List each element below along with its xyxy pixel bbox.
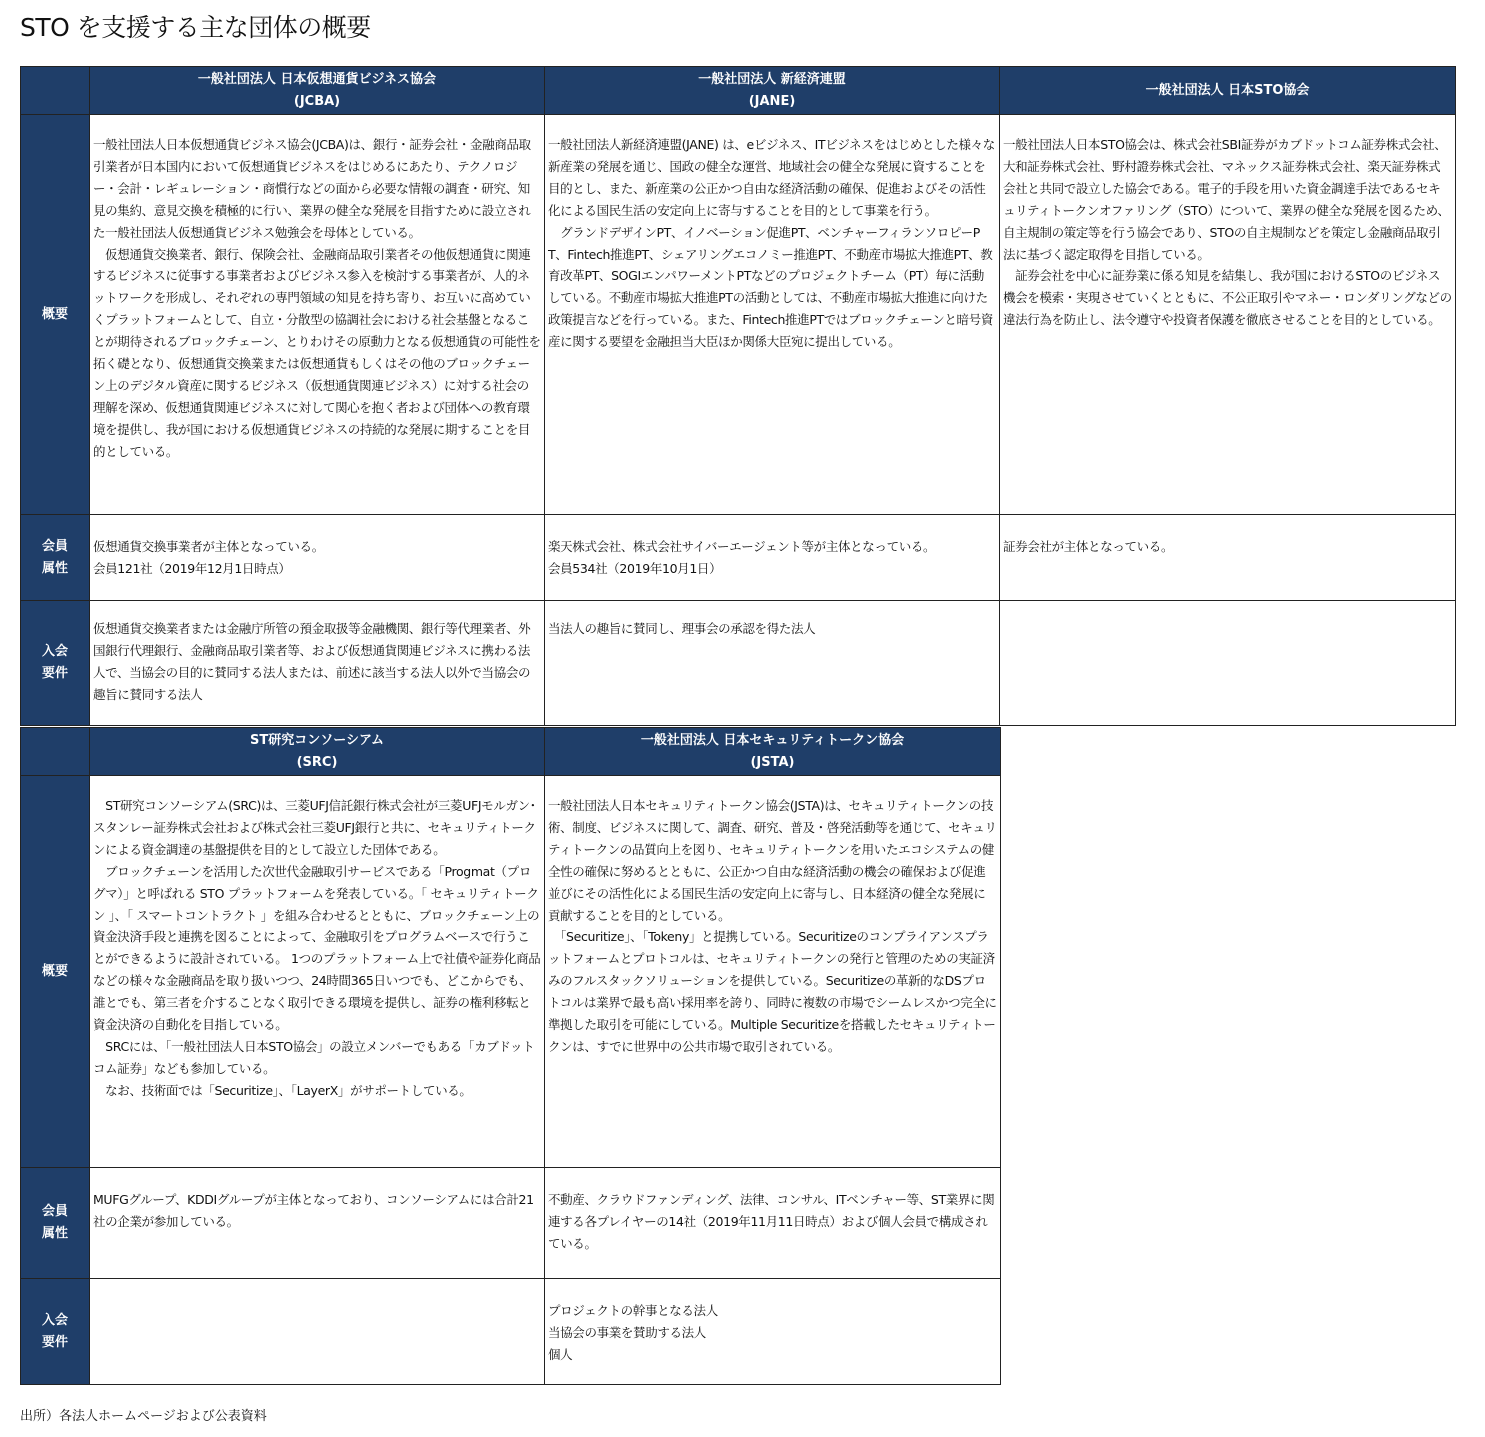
paragraph: 「Securitize」、「Tokeny」と提携している。Securitizeのコンプライアンスプラットフォームとプロトコルは、セキュリティトークンの発行と管理のための実証済みのフルスタックソリューションを提供している。Securitizeの革新的なDSプロトコルは業界で最も高い採用率を誇り、同時に複数の市場でシームレスかつ完全に準拠した取引を可能にしている。Multiple Securitizeを搭載したセキュリティトークンは、すでに世界中の公共市場で取引されている。 <box>548 929 997 1054</box>
requirements-src <box>90 1279 545 1385</box>
org-abbr: (SRC) <box>296 754 338 770</box>
members-jsto: 証券会社が主体となっている。 <box>1000 515 1456 601</box>
overview-jsto <box>1000 115 1456 515</box>
overview-jsta <box>545 776 1001 1168</box>
org-table-bottom <box>20 727 1001 1385</box>
row-label-requirements: 入会 要件 <box>21 601 90 726</box>
requirements-jane: 当法人の趣旨に賛同し、理事会の承認を得た法人 <box>545 601 1000 726</box>
members-row <box>21 515 1456 601</box>
paragraph: 一般社団法人日本仮想通貨ビジネス協会(JCBA)は、銀行・証券会社・金融商品取引業者が日本国内において仮想通貨ビジネスをはじめるにあたり、テクノロジー・会計・レギュレーション・商慣行などの面から必要な情報の調査・研究、知見の集約、意見交換を積極的に行い、業界の健全な発展を目指すために設立された一般社団法人仮想通貨ビジネス勉強会を母体としている。 <box>93 137 531 240</box>
members-jcba: 仮想通貨交換事業者が主体となっている。 会員121社（2019年12月1日時点） <box>90 515 545 601</box>
row-label-overview: 概要 <box>21 776 90 1168</box>
paragraph: ST研究コンソーシアム(SRC)は、三菱UFJ信託銀行株式会社が三菱UFJモルガン･スタンレー証券株式会社および株式会社三菱UFJ銀行と共に、セキュリティトークンによる資金調達の基盤提供を目的として設立した団体である。 <box>93 798 536 857</box>
paragraph: ブロックチェーンを活用した次世代金融取引サービスである「Progmat（プログマ）」と呼ばれる STO プラットフォームを発表している。「 セキュリティトークン 」、「 スマートコントラクト 」を組み合わせるとともに、ブロックチェーン上の資金決済手段と連携を図ることによって、金融取引をプログラムベースで行うことができるように設計されている。 1つのプラットフォーム上で社債や証券化商品などの様々な金融商品を取り扱いつつ、24時間365日いつでも、どこからでも、誰とでも、第三者を介することなく取引できる環境を提供し、証券の権利移転と資金決済の自動化を目指している。 <box>93 863 541 1033</box>
members-jsta: 不動産、クラウドファンディング、法律、コンサル、ITベンチャー等、ST業界に関連する各プレイヤーの14社（2019年11月11日時点）および個人会員で構成されている。 <box>545 1168 1001 1279</box>
org-abbr: (JSTA) <box>750 754 795 770</box>
overview-jcba <box>90 115 545 515</box>
members-row <box>21 1168 1001 1279</box>
overview-src <box>90 776 545 1168</box>
paragraph: グランドデザインPT、イノベーション促進PT、ベンチャーフィランソロピーPT、Fintech推進PT、シェアリングエコノミー推進PT、不動産市場拡大推進PT、教育改革PT、SOGIエンパワーメントPTなどのプロジェクトチーム（PT）毎に活動している。不動産市場拡大推進PTの活動としては、不動産市場拡大推進に向けた政策提言などを行っている。また、Fintech推進PTではブロックチェーンと暗号資産に関する要望を金融担当大臣ほか関係大臣宛に提出している。 <box>548 224 994 350</box>
paragraph: 一般社団法人新経済連盟(JANE) は、eビジネス、ITビジネスをはじめとした様々な新産業の発展を通じ、国政の健全な運営、地域社会の健全な発展に資することを目的とし、また、新産業の公正かつ自由な経済活動の確保、促進およびその活性化による国民生活の安定向上に寄与することを目的として事業を行う。 <box>548 137 995 218</box>
paragraph: 証券会社を中心に証券業に係る知見を結集し、我が国におけるSTOのビジネス機会を模索・実現させていくとともに、不公正取引やマネー・ロンダリングなどの違法行為を防止し、法令遵守や投資者保護を徹底させることを目的としている。 <box>1003 268 1452 328</box>
org-table-top <box>20 66 1456 726</box>
requirements-row <box>21 601 1456 726</box>
org-abbr: (JCBA) <box>293 93 341 109</box>
overview-row <box>21 115 1456 515</box>
overview-row <box>21 776 1001 1168</box>
paragraph: 一般社団法人日本STO協会は、株式会社SBI証券がカブドットコム証券株式会社、大和証券株式会社、野村證券株式会社、マネックス証券株式会社、楽天証券株式会社と共同で設立した協会である。電子的手段を用いた資金調達手法であるセキュリティトークンオファリング（STO）について、業界の健全な発展を図るため、自主規制の策定等を行う協会であり、STOの自主規制などを策定し金融商品取引法に基づく認定取得を目指している。 <box>1003 137 1450 262</box>
header-row <box>21 728 1001 776</box>
requirements-jcba: 仮想通貨交換業者または金融庁所管の預金取扱等金融機関、銀行等代理業者、外国銀行代理銀行、金融商品取引業者等、および仮想通貨関連ビジネスに携わる法人で、当協会の目的に賛同する法人または、前述に該当する法人以外で当協会の趣旨に賛同する法人 <box>90 601 545 726</box>
org-name: ST研究コンソーシアム <box>249 732 385 748</box>
org-header-src <box>90 728 545 776</box>
org-abbr: (JANE) <box>748 93 796 109</box>
org-header-jsto <box>1000 67 1456 115</box>
requirements-jsto <box>1000 601 1456 726</box>
page-title: STO を支援する主な団体の概要 <box>20 13 371 42</box>
header-row <box>21 67 1456 115</box>
row-label-requirements: 入会 要件 <box>21 1279 90 1385</box>
members-jane: 楽天株式会社、株式会社サイバーエージェント等が主体となっている。 会員534社（2019年10月1日） <box>545 515 1000 601</box>
paragraph: SRCには、「一般社団法人日本STO協会」の設立メンバーでもある「カブドットコム証券」なども参加している。 <box>93 1038 535 1076</box>
corner-cell <box>21 67 90 115</box>
source-note: 出所）各法人ホームページおよび公表資料 <box>20 1409 267 1424</box>
overview-jane <box>545 115 1000 515</box>
org-name: 一般社団法人 新経済連盟 <box>698 71 846 87</box>
org-name: 一般社団法人 日本セキュリティトークン協会 <box>640 732 905 748</box>
requirements-row <box>21 1279 1001 1385</box>
org-name: 一般社団法人 日本STO協会 <box>1145 82 1310 98</box>
row-label-overview: 概要 <box>21 115 90 515</box>
org-header-jsta <box>545 728 1001 776</box>
row-label-members: 会員 属性 <box>21 1168 90 1279</box>
paragraph: 一般社団法人日本セキュリティトークン協会(JSTA)は、セキュリティトークンの技術、制度、ビジネスに関して、調査、研究、普及・啓発活動等を通じて、セキュリティトークンの品質向上を図り、セキュリティトークンを用いたエコシステムの健全性の確保に努めるとともに、公正かつ自由な経済活動の機会の確保および促進並びにその活性化による国民生活の安定向上に寄与し、日本経済の健全な発展に貢献することを目的としている。 <box>548 798 997 923</box>
org-header-jane <box>545 67 1000 115</box>
org-name: 一般社団法人 日本仮想通貨ビジネス協会 <box>197 71 437 87</box>
paragraph: 仮想通貨交換業者、銀行、保険会社、金融商品取引業者その他仮想通貨に関連するビジネスに従事する事業者およびビジネス参入を検討する事業者が、人的ネットワークを形成し、それぞれの専門領域の知見を持ち寄り、お互いに高めていくプラットフォームとして、自立・分散型の協調社会における社会基盤となることが期待されるブロックチェーン、とりわけその原動力となる仮想通貨の可能性を拓く礎となり、仮想通貨交換業または仮想通貨もしくはその他のブロックチェーン上のデジタル資産に関するビジネス（仮想通貨関連ビジネス）に対する社会の理解を深め、仮想通貨関連ビジネスに対して関心を抱く者および団体への教育環境を提供し、我が国における仮想通貨ビジネスの持続的な発展に期することを目的としている。 <box>93 246 541 459</box>
members-src: MUFGグループ、KDDIグループが主体となっており、コンソーシアムには合計21社の企業が参加している。 <box>90 1168 545 1279</box>
corner-cell <box>21 728 90 776</box>
requirements-jsta: プロジェクトの幹事となる法人 当協会の事業を賛助する法人 個人 <box>545 1279 1001 1385</box>
row-label-members: 会員 属性 <box>21 515 90 601</box>
org-header-jcba <box>90 67 545 115</box>
paragraph: なお、技術面では「Securitize」、「LayerX」がサポートしている。 <box>93 1082 472 1098</box>
